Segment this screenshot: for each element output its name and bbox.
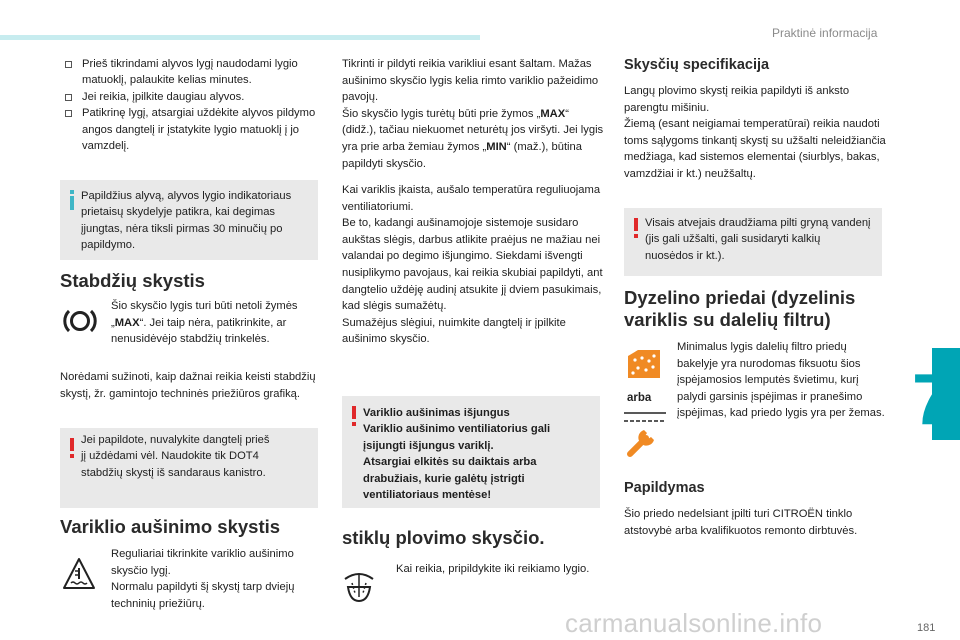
page-number: 181 bbox=[917, 622, 936, 634]
watermark: carmanualsonline.info bbox=[565, 608, 823, 638]
coolant-level-text: Tikrinti ir pildyti reikia varikliui esant šaltam. Mažas aušinimo skysčio lygis kelia rimto variklio pažeidimo pavojų. Šio skysčio lygis turėtų būti prie žymos „MAX“ (didž.), tačiau niekuomet neturėtų jos viršyti. Jei lygis yra prie arba žemiau žymos „MIN“ (maž.), būtina papildyti skysčio. bbox=[342, 58, 604, 170]
warning-icon bbox=[632, 218, 640, 238]
section-title: Praktinė informacija bbox=[772, 26, 878, 40]
bullet-square-icon bbox=[65, 110, 72, 117]
fluid-spec-text: Langų plovimo skystį reikia papildyti iš anksto parengtu mišiniu. Žiemą (esant neigiamai temperatūrai) reikia naudoti toms sąlygoms tinkantį skystį su užšalti neleidžiančia medžiaga, kad sistemos elementai (siurblys, bakas, vamzdžiai ir kt.) neužšaltų. bbox=[624, 85, 886, 180]
diesel-additive-text: Minimalus lygis dalelių filtro priedų bakelyje yra nurodomas fiksuotu šios įspėjamosios lemputės švietimu, kurį palydi garsinis įspėjimas ir pranešimo įspėjimas, kad priedo lygis yra per žemas. bbox=[677, 341, 885, 420]
brake-level-text: Šio skysčio lygis turi būti netoli žymės „MAX“. Jei taip nėra, patikrinkite, ar nenusidėvėjo stabdžių trinkelės. bbox=[111, 300, 298, 346]
info-icon bbox=[68, 190, 76, 210]
water-warning-box bbox=[624, 208, 882, 276]
fan-warning-box bbox=[342, 396, 600, 508]
washer-heading: stiklų plovimo skysčio. bbox=[342, 527, 545, 548]
fluid-spec-heading: Skysčių specifikacija bbox=[624, 57, 770, 73]
coolant-icon bbox=[62, 557, 96, 591]
bullet-square-icon bbox=[65, 61, 72, 68]
info-note-text: Papildžius alyvą, alyvos lygio indikatoriaus prietaisų skydelyje patikra, kai degimas įjungtas, nėra tiksli pirmas 30 minučių po papildymo. bbox=[81, 190, 292, 252]
washer-fluid-icon bbox=[342, 567, 376, 605]
water-warning-text: Visais atvejais draudžiama pilti gryną vandenį (jis gali užšalti, gali susidaryti kalkių nuosėdos ir kt.). bbox=[645, 217, 871, 262]
list-item: Patikrinę lygį, atsargiai uždėkite alyvos pildymo angos dangtelį ir įstatykite lygio matuoklį į jo vamzdelį. bbox=[60, 105, 322, 154]
brake-warning-text: Jei papildote, nuvalykite dangtelį prieš jį uždėdami vėl. Naudokite tik DOT4 stabdžių skystį iš sandaraus kanistro. bbox=[81, 434, 270, 479]
list-item: Jei reikia, įpilkite daugiau alyvos. bbox=[60, 89, 322, 105]
diesel-additive-heading: Dyzelino priedai (dyzelinis variklis su dalelių filtru) bbox=[624, 287, 856, 330]
coolant-safety-text: Kai variklis įkaista, aušalo temperatūra reguliuojama ventiliatoriumi. Be to, kadangi aušinamojoje sistemoje susidaro aukštas slėgis, darbus atlikite praėjus ne mažiau nei valandai po degimo išjungimo. Siekdami išvengti nusiplikymo pavojaus, kai reikia skubiai papildyti, ant dangtelio uždėję audinį atsukite jį dviem pasukimais, kad slėgis sumažėtų. Sumažėjus slėgiui, nuimkite dangtelį ir įpilkite aušinimo skysčio. bbox=[342, 184, 603, 346]
or-label: arba bbox=[627, 392, 652, 404]
brake-service-text: Norėdami sužinoti, kaip dažnai reikia keisti stabdžių skystį, žr. gamintojo techninės priežiūros grafiką. bbox=[60, 371, 316, 400]
chapter-number: 7 bbox=[911, 360, 953, 440]
washer-text: Kai reikia, pripildykite iki reikiamo lygio. bbox=[396, 563, 590, 575]
info-note-box bbox=[60, 180, 318, 260]
warning-icon bbox=[350, 406, 358, 426]
bullet-square-icon bbox=[65, 94, 72, 101]
service-wrench-icon bbox=[622, 408, 668, 458]
warning-icon bbox=[68, 438, 76, 458]
list-item: Prieš tikrindami alyvos lygį naudodami lygio matuoklį, palaukite kelias minutes. bbox=[60, 56, 322, 89]
header-accent-bar bbox=[0, 35, 480, 40]
coolant-heading: Variklio aušinimo skystis bbox=[60, 516, 281, 537]
top-up-heading: Papildymas bbox=[624, 480, 705, 496]
brake-fluid-icon bbox=[62, 306, 98, 336]
fan-warning-text: Variklio aušinimas išjungus Variklio aušinimo ventiliatorius gali įsijungti išjungus variklį. Atsargiai elkitės su daiktais arba drabužiais, kurie galėtų įstrigti ventiliatoriaus mentėse! bbox=[363, 407, 551, 502]
brake-fluid-heading: Stabdžių skystis bbox=[60, 270, 205, 291]
coolant-text: Reguliariai tikrinkite variklio aušinimo skysčio lygį. Normalu papildyti šį skystį tarp dviejų techninių priežiūrų. bbox=[111, 548, 295, 610]
chapter-tab bbox=[911, 348, 960, 440]
brake-warning-box bbox=[60, 428, 318, 508]
top-up-text: Šio priedo nedelsiant įpilti turi CITROËN tinklo atstovybė arba kvalifikuotos remonto dirbtuvės. bbox=[624, 508, 858, 537]
oil-check-list bbox=[60, 56, 322, 154]
additive-level-icon bbox=[624, 346, 664, 382]
